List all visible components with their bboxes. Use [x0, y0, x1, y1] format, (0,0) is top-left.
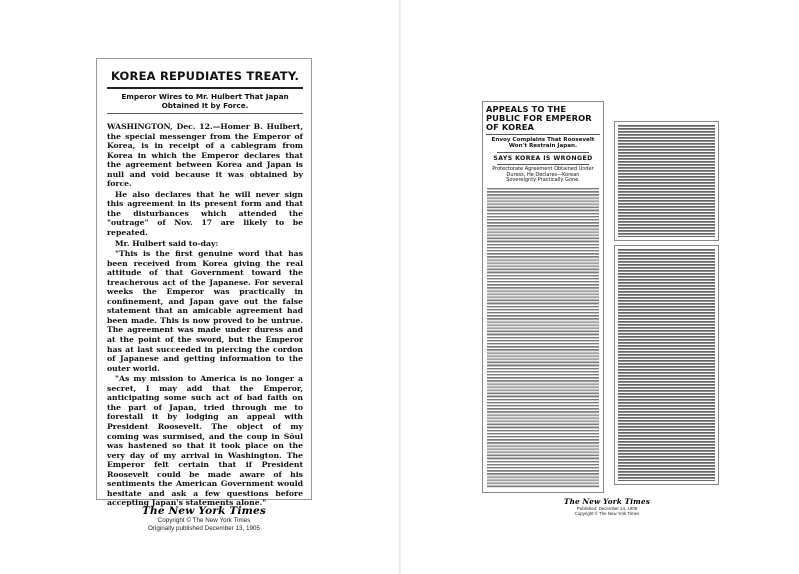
- page-fold: [399, 0, 401, 574]
- right-article-continuation-top: [614, 121, 719, 241]
- left-article-paragraph-1: WASHINGTON, Dec. 12.—Homer B. Hulbert, the special messenger from the Emperor of Korea, is in receipt of a cablegram from Korea in which the Emperor declares that the agreement between Korea and Japan is null and void because it was obtained by force.: [107, 122, 303, 189]
- copyright-line: Copyright © The New York Times: [157, 517, 251, 524]
- published-line: Published: December 14, 1905: [576, 506, 638, 511]
- right-article-body-text: [487, 188, 599, 488]
- nyt-logo: The New York Times: [142, 505, 266, 517]
- nyt-logo: The New York Times: [564, 497, 650, 506]
- left-article-paragraph-5: "As my mission to America is no longer a secret, I may add that the Emperor, anticipating some such act of bad faith on the part of Japan, tried through me to forestall it by lodging an appeal with President Roosevelt. The object of my coming was surmised, and the coup in Sŏul was hastened so that it took place on the very day of my arrival in Washington. The Emperor felt certain that if President Roosevelt could be made aware of his sentiments the American Government would hesitate and ask a few questions before accepting Japan's statements alone.": [107, 374, 303, 508]
- headline-rule: [107, 87, 303, 89]
- left-article-body: [107, 122, 303, 508]
- headline-rule: [486, 134, 600, 135]
- deck-rule: [497, 164, 589, 165]
- right-article-continuation-bottom: [614, 245, 719, 485]
- dateline: WASHINGTON, Dec. 12.: [107, 122, 213, 131]
- left-article-subheadline: Emperor Wires to Mr. Hulbert That Japan Obtained It by Force.: [121, 92, 289, 110]
- left-article-paragraph-3: Mr. Hulbert said to-day:: [115, 238, 219, 248]
- subheadline-rule: [497, 152, 589, 153]
- right-article-deck: SAYS KOREA IS WRONGED: [493, 154, 593, 162]
- left-article-clipping: [96, 58, 312, 508]
- copyright-line: Copyright © The New York Times: [574, 511, 640, 517]
- right-article-deck-secondary: Protectorate Agreement Obtained Under Duress, He Declares—Korean Sovereignty Practically Gone.: [492, 165, 594, 184]
- continuation-text-top: [618, 125, 715, 237]
- left-article-headline: KOREA REPUDIATES TREATY.: [110, 69, 300, 83]
- right-article-subheadline: Envoy Complains That Roosevelt Won't Restrain Japan.: [491, 136, 595, 150]
- left-article-paragraph-2: He also declares that he will never sign this agreement in its present form and that the disturbances which attended the "outrage" of Nov. 17 are likely to be repeated.: [107, 189, 303, 238]
- right-article-credit: [552, 498, 662, 516]
- published-line: Originally published December 13, 1905: [147, 524, 260, 532]
- left-article-paragraph-4: "This is the first genuine word that has been received from Korea giving the real attitude of that Government toward the treacherous act of the Japanese. For several weeks the Emperor was practically in confinement, and Japan gave out the false statement that an amicable agreement had been made. This is now proved to be untrue. The agreement was made under duress and at the point of the sword, but the Emperor has at last succeeded in piercing the cordon of Japanese and getting information to the outer world.: [107, 249, 303, 373]
- right-article-headline: APPEALS TO THE PUBLIC FOR EMPEROR OF KOREA: [486, 104, 592, 133]
- left-article-credit: [96, 505, 312, 532]
- subheadline-rule: [107, 113, 303, 114]
- continuation-text-bottom: [618, 249, 715, 481]
- right-article-clipping: [482, 101, 604, 493]
